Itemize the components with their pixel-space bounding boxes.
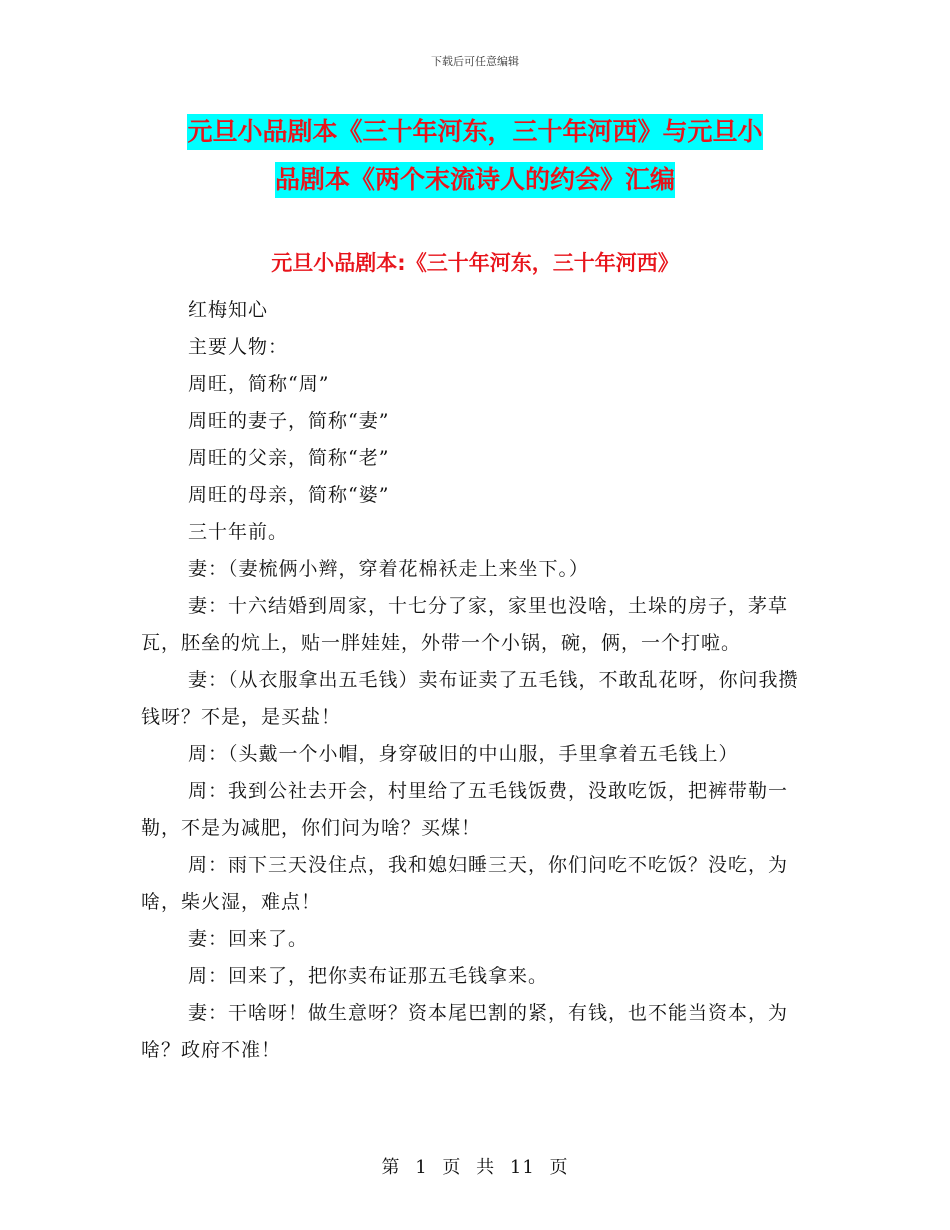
document-title-line-1: 元旦小品剧本《三十年河东，三十年河西》与元旦小 — [187, 114, 762, 150]
paragraph: 周：我到公社去开会，村里给了五毛钱饭费，没敢吃饭，把裤带勒一勒，不是为减肥，你们问为啥？买煤！ — [141, 780, 789, 839]
paragraph: 三十年前。 — [188, 521, 289, 543]
paragraph: 周：回来了，把你卖布证那五毛钱拿来。 — [188, 965, 549, 987]
document-title — [140, 108, 810, 204]
paragraph: 妻：十六结婚到周家，十七分了家，家里也没啥，土垛的房子，茅草瓦，胚垒的炕上，贴一胖娃娃，外带一个小锅，碗，俩，一个打啦。 — [141, 595, 789, 654]
paragraph: 周：（头戴一个小帽，身穿破旧的中山服，手里拿着五毛钱上） — [188, 743, 739, 765]
paragraph: 周旺的父亲，简称“老” — [188, 447, 390, 469]
header-note: 下载后可任意编辑 — [431, 55, 519, 68]
footer-total-unit: 页 — [549, 1157, 569, 1178]
footer-total-number: 11 — [509, 1157, 535, 1178]
paragraph: 妻：回来了。 — [188, 928, 309, 950]
footer-page-number: 1 — [415, 1157, 428, 1178]
footer-total-label: 共 — [476, 1157, 496, 1178]
paragraph: 周旺的母亲，简称“婆” — [188, 484, 390, 506]
page-footer — [0, 1153, 950, 1179]
script-body — [141, 292, 811, 1069]
footer-page-unit: 页 — [442, 1157, 462, 1178]
paragraph: 妻：（从衣服拿出五毛钱）卖布证卖了五毛钱，不敢乱花呀，你问我攒钱呀？不是，是买盐！ — [141, 669, 799, 728]
paragraph: 周：雨下三天没住点，我和媳妇睡三天，你们问吃不吃饭？没吃，为啥，柴火湿，难点！ — [141, 854, 789, 913]
footer-page-label: 第 — [381, 1157, 401, 1178]
paragraph: 主要人物： — [188, 336, 289, 358]
paragraph: 妻：干啥呀！做生意呀？资本尾巴割的紧，有钱，也不能当资本，为啥？政府不准！ — [141, 1002, 789, 1061]
paragraph: 周旺，简称“周” — [188, 373, 330, 395]
document-title-line-2: 品剧本《两个末流诗人的约会》汇编 — [275, 162, 675, 198]
paragraph: 周旺的妻子，简称“妻” — [188, 410, 390, 432]
paragraph: 妻：（妻梳俩小辫，穿着花棉袄走上来坐下。） — [188, 558, 590, 580]
paragraph: 红梅知心 — [188, 299, 269, 321]
section-title: 元旦小品剧本:《三十年河东，三十年河西》 — [271, 251, 679, 275]
